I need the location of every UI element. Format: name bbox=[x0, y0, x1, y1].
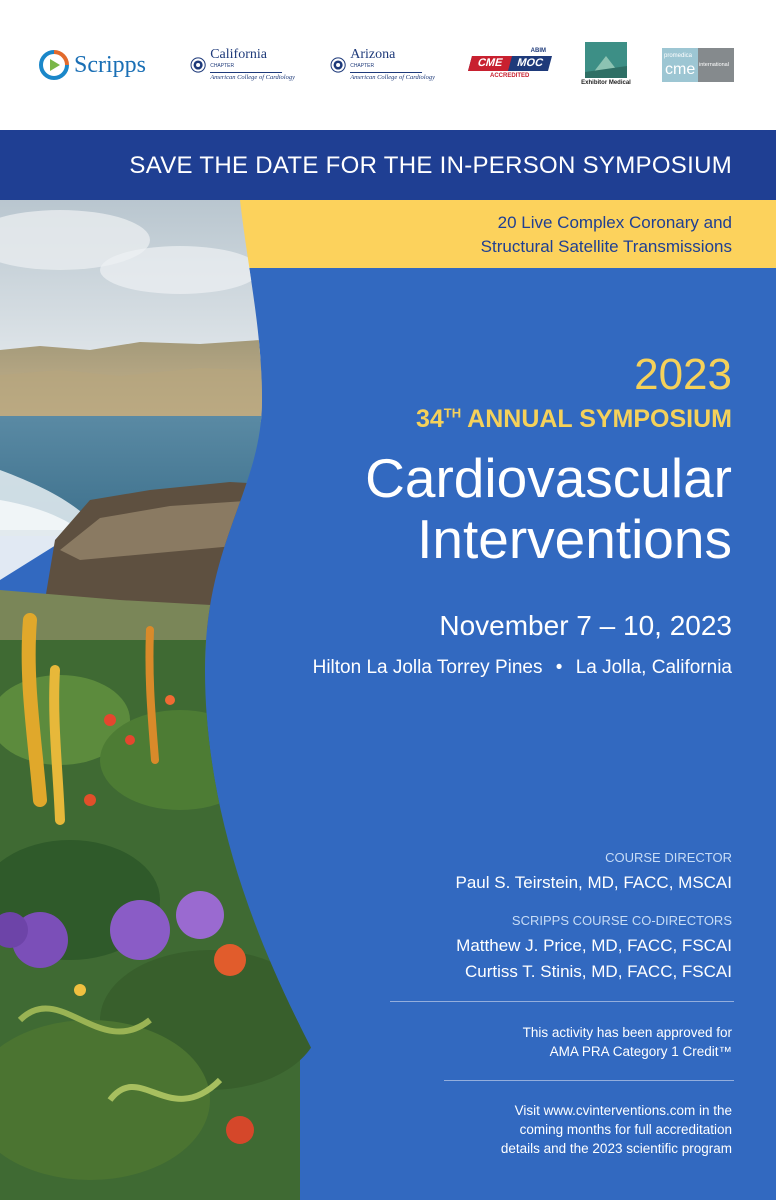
exhibitor-medical-logo bbox=[581, 42, 631, 92]
promedica-label: promedica bbox=[664, 53, 693, 59]
scripps-logo bbox=[38, 40, 163, 90]
moc-label: MOC bbox=[515, 57, 545, 69]
codirector-2-name: Curtiss T. Stinis, MD, FACC, FSCAI bbox=[464, 962, 732, 981]
sunrise-icon bbox=[585, 42, 627, 78]
promedica-international-label: international bbox=[699, 62, 729, 68]
california-org: American College of Cardiology bbox=[210, 74, 295, 82]
arizona-org: American College of Cardiology bbox=[350, 74, 435, 82]
codirectors-label: SCRIPPS COURSE CO-DIRECTORS bbox=[511, 913, 732, 928]
course-director-name: Paul S. Teirstein, MD, FACC, MSCAI bbox=[455, 873, 732, 892]
visit-line-1: Visit www.cvinterventions.com in the bbox=[514, 1103, 732, 1118]
cme-label: CME bbox=[468, 56, 512, 71]
course-director-label: COURSE DIRECTOR bbox=[605, 850, 732, 865]
acc-california-logo bbox=[190, 40, 295, 90]
arizona-chapter-name: Arizona bbox=[350, 47, 396, 63]
sponsor-logo-bar bbox=[0, 0, 776, 130]
acc-seal-icon bbox=[330, 49, 346, 81]
divider-1 bbox=[390, 1001, 734, 1002]
banner-text: SAVE THE DATE FOR THE IN-PERSON SYMPOSIUM bbox=[129, 152, 732, 179]
divider-2 bbox=[444, 1080, 734, 1081]
event-city: La Jolla, California bbox=[575, 657, 732, 678]
accreditation-line-1: This activity has been approved for bbox=[522, 1025, 732, 1040]
scripps-mark-icon bbox=[38, 49, 70, 81]
acc-arizona-logo bbox=[330, 40, 435, 90]
hero-section bbox=[0, 200, 776, 1200]
location-separator: • bbox=[555, 657, 563, 678]
arizona-chapter-label: CHAPTER bbox=[350, 63, 375, 70]
cme-moc-top-label: ABIM bbox=[530, 48, 546, 54]
california-chapter-name: California bbox=[210, 47, 267, 63]
annual-number: 34 bbox=[415, 405, 444, 433]
event-title-line-2: Interventions bbox=[417, 508, 732, 570]
promedica-cme-label: cme bbox=[665, 61, 696, 78]
codirector-1-name: Matthew J. Price, MD, FACC, FSCAI bbox=[456, 936, 732, 955]
event-location bbox=[313, 657, 732, 679]
promedica-cme-logo bbox=[662, 48, 734, 82]
accreditation-line-2: AMA PRA Category 1 Credit™ bbox=[549, 1044, 732, 1059]
cme-moc-badge bbox=[468, 40, 552, 90]
exhibitor-medical-wordmark: Exhibitor Medical bbox=[581, 80, 631, 86]
event-title-line-1: Cardiovascular bbox=[365, 447, 732, 509]
event-dates: November 7 – 10, 2023 bbox=[439, 610, 732, 641]
cme-moc-bottom-label: ACCREDITED bbox=[490, 73, 530, 79]
visit-line-2: coming months for full accreditation bbox=[519, 1122, 732, 1137]
annual-symposium-heading bbox=[416, 405, 732, 434]
california-chapter-label: CHAPTER bbox=[210, 63, 235, 70]
event-year: 2023 bbox=[634, 350, 732, 399]
visit-line-3: details and the 2023 scientific program bbox=[500, 1141, 732, 1156]
scripps-wordmark: Scripps bbox=[74, 51, 146, 78]
annual-label: ANNUAL SYMPOSIUM bbox=[461, 405, 732, 433]
transmissions-line-2: Structural Satellite Transmissions bbox=[480, 237, 732, 256]
annual-ordinal-suffix: TH bbox=[443, 405, 462, 421]
save-the-date-banner bbox=[0, 130, 776, 200]
transmissions-line-1: 20 Live Complex Coronary and bbox=[497, 213, 732, 232]
acc-seal-icon bbox=[190, 49, 206, 81]
event-venue: Hilton La Jolla Torrey Pines bbox=[312, 657, 543, 678]
